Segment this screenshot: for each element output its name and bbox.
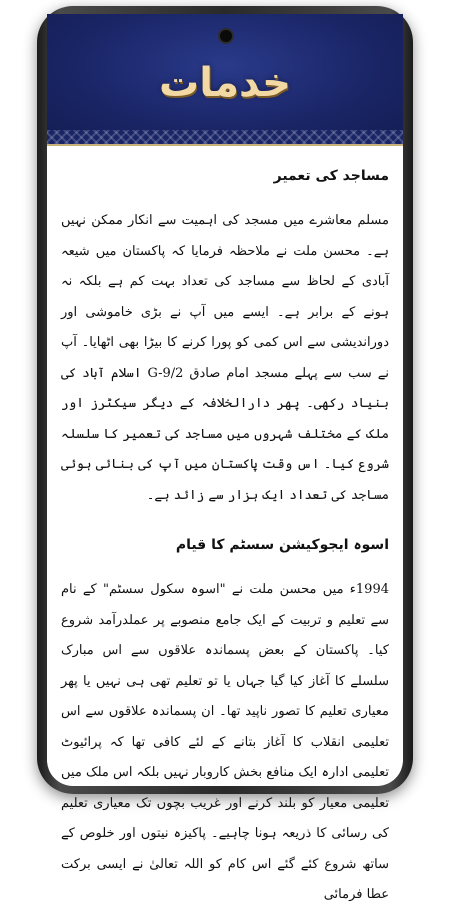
section-mosque-construction xyxy=(61,164,389,511)
section-education-system xyxy=(61,533,389,911)
section-heading: اسوہ ایجوکیشن سسٹم کا قیام xyxy=(175,537,389,553)
front-camera-icon xyxy=(218,28,234,44)
services-content[interactable] xyxy=(61,164,389,902)
section-heading: مساجد کی تعمیر xyxy=(273,168,389,184)
app-screen xyxy=(47,14,403,902)
header-divider xyxy=(47,144,403,146)
section-body: 1994ء میں محسن ملت نے "اسوہ سکول سسٹم" کے نام سے تعلیم و تربیت کے ایک جامع منصوبے پر عملدرآمد شروع کیا۔ پاکستان کے بعض پسماندہ علاقوں سے اس مبارک سلسلے کا آغاز کیا گیا جہاں یا تو تعلیم تھی ہی نہیں یا پھر معیاری تعلیم کا تصور ناپید تھا۔ ان پسماندہ علاقوں سے اس تعلیمی انقلاب کا آغاز بتانے کے لئے کافی تھا کہ پرائیوٹ تعلیمی ادارہ ایک منافع بخش کاروبار نہیں بلکہ اس ملک میں تعلیمی معیار کو بلند کرنے اور غریب بچوں تک معیاری تعلیم کی رسائی کا ذریعہ ہونا چاہیے۔ پاکیزہ نیتوں اور خلوص کے ساتھ شروع کئے گئے اس کام کو اللہ تعالیٰ نے ایسی برکت عطا فرمائی xyxy=(61,582,389,902)
header-banner xyxy=(47,14,403,142)
page-title: خدمات xyxy=(159,60,291,106)
header-pattern-border xyxy=(47,130,403,144)
section-body: مسلم معاشرے میں مسجد کی اہمیت سے انکار ممکن نہیں ہے۔ محسن ملت نے ملاحظہ فرمایا کہ پاکستان میں شیعہ آبادی کے لحاظ سے مساجد کی تعداد بہت کم ہے بلکہ نہ ہونے کے برابر ہے۔ ایسے میں آپ نے بڑی خاموشی اور دوراندیشی سے اس کمی کو پورا کرنے کا بیڑا بھی اٹھایا۔ آپ نے سب سے پہلے مسجد امام صادق G-9/2 اسلام آباد کی بنیاد رکھی۔ پھر دارالخلافہ کے دیگر سیکٹرز اور ملک کے مختلف شہروں میں مساجد کی تعمیر کا سلسلہ شروع کیا۔ اس وقت پاکستان میں آپ کی بنائی ہوئی مساجد کی تعداد ایک ہزار سے زائد ہے۔ xyxy=(61,213,389,503)
